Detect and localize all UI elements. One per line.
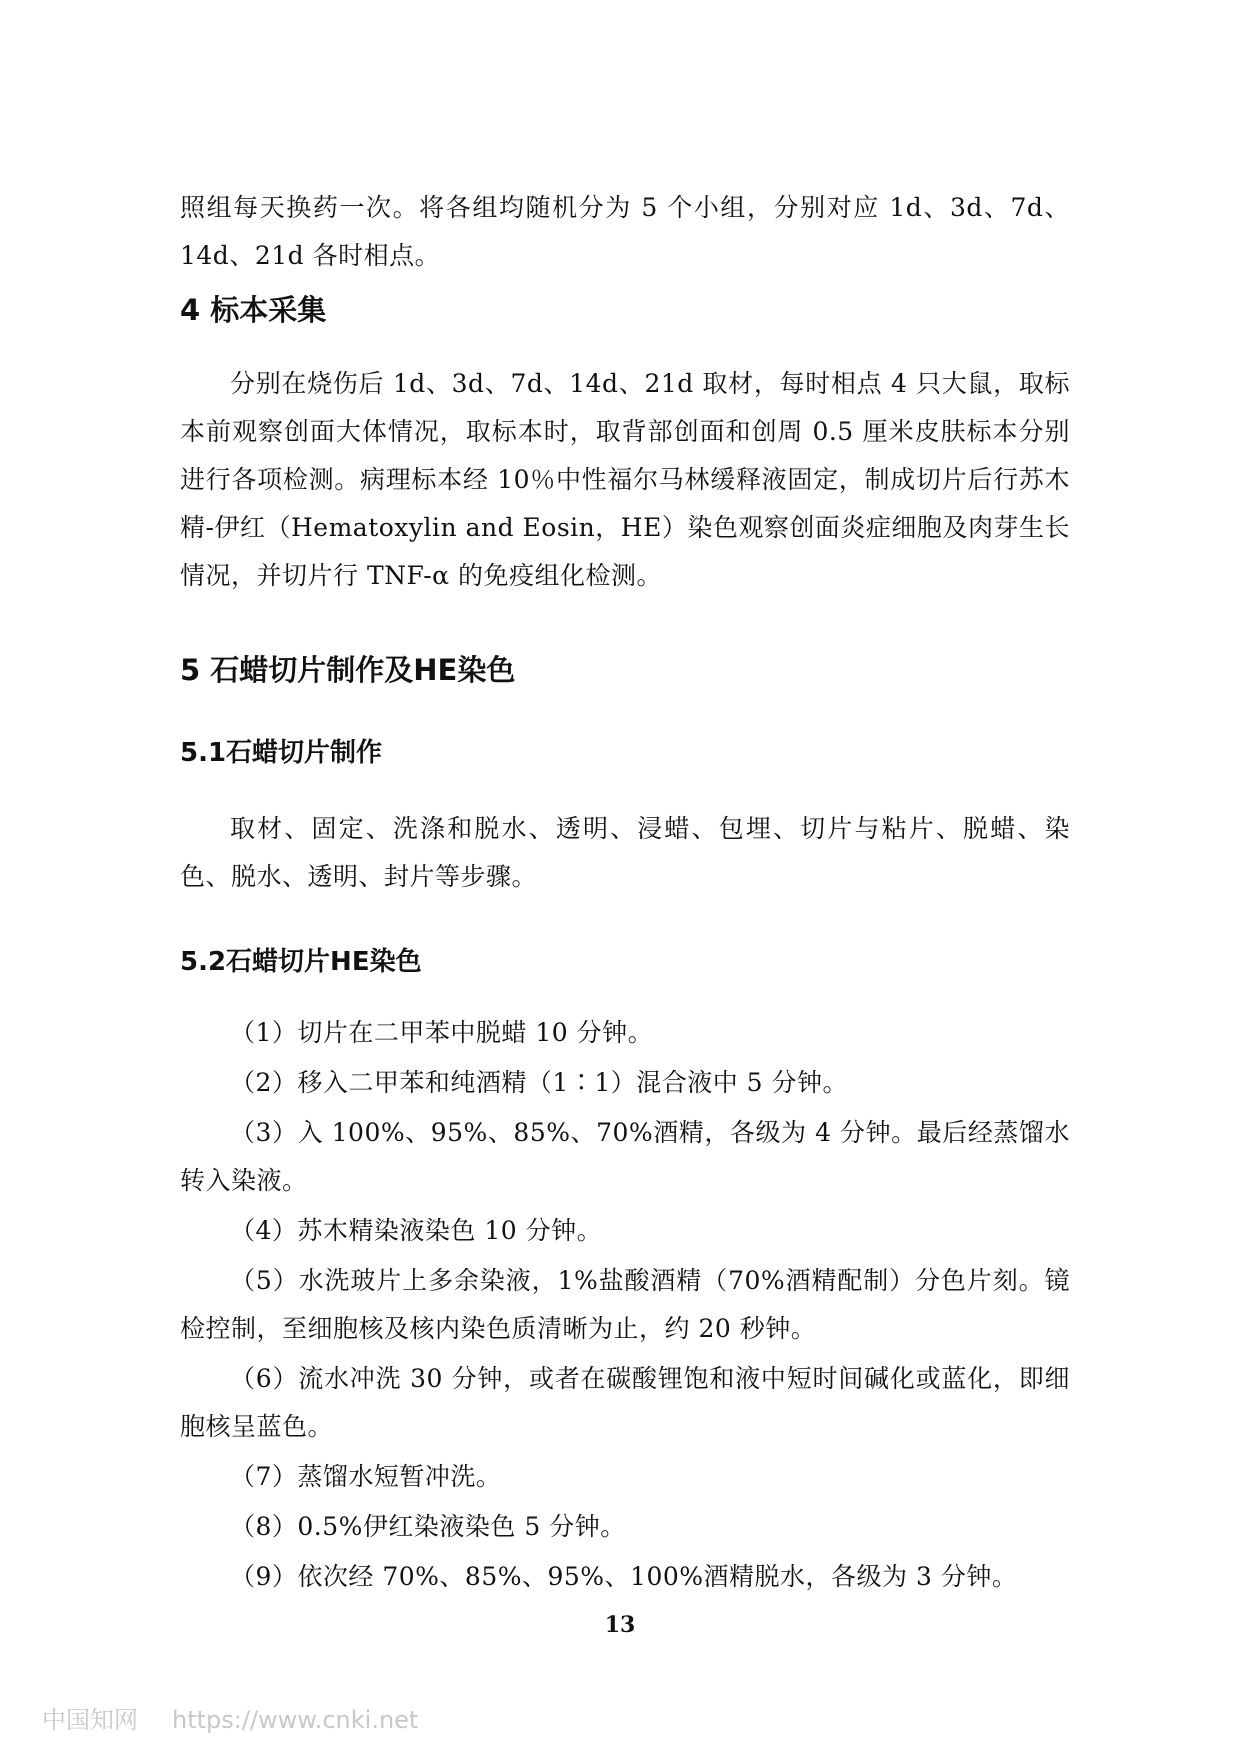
- watermark-url: https://www.cnki.net: [172, 1706, 419, 1734]
- section-4-heading: 4 标本采集: [180, 293, 327, 327]
- step-1: （1）切片在二甲苯中脱蜡 10 分钟。: [230, 1018, 654, 1047]
- paragraph-intro: 照组每天换药一次。将各组均随机分为 5 个小组，分别对应 1d、3d、7d、14d、21d 各时相点。: [180, 193, 1070, 270]
- step-6: （6）流水冲洗 30 分钟，或者在碳酸锂饱和液中短时间碱化或蓝化，即细胞核呈蓝色。: [180, 1364, 1070, 1441]
- step-8: （8）0.5%伊红染液染色 5 分钟。: [230, 1512, 626, 1541]
- step-9: （9）依次经 70%、85%、95%、100%酒精脱水，各级为 3 分钟。: [230, 1562, 1018, 1591]
- step-7: （7）蒸馏水短暂冲洗。: [230, 1462, 502, 1491]
- section-5-2-heading: 5.2石蜡切片HE染色: [180, 947, 422, 977]
- step-5: （5）水洗玻片上多余染液，1%盐酸酒精（70%酒精配制）分色片刻。镜检控制，至细胞核及核内染色质清晰为止，约 20 秒钟。: [180, 1266, 1070, 1343]
- section-5-heading: 5 石蜡切片制作及HE染色: [180, 653, 516, 687]
- step-2: （2）移入二甲苯和纯酒精（1∶1）混合液中 5 分钟。: [230, 1068, 849, 1097]
- cnki-watermark: [42, 1700, 418, 1735]
- page-number: 13: [604, 1612, 636, 1638]
- section-4-paragraph: 分别在烧伤后 1d、3d、7d、14d、21d 取材，每时相点 4 只大鼠，取标本前观察创面大体情况，取标本时，取背部创面和创周 0.5 厘米皮肤标本分别进行各项检测。病理标本经 10％中性福尔马林缓释液固定，制成切片后行苏木精-伊红（Hematoxylin and Eosin，HE）染色观察创面炎症细胞及肉芽生长情况，并切片行 TNF-α 的免疫组化检测。: [180, 369, 1070, 590]
- section-5-1-heading: 5.1石蜡切片制作: [180, 738, 383, 768]
- section-5-1-paragraph: 取材、固定、洗涤和脱水、透明、浸蜡、包埋、切片与粘片、脱蜡、染色、脱水、透明、封片等步骤。: [180, 814, 1070, 891]
- watermark-brand: 中国知网: [42, 1706, 138, 1734]
- step-4: （4）苏木精染液染色 10 分钟。: [230, 1216, 603, 1245]
- step-3: （3）入 100%、95%、85%、70%酒精，各级为 4 分钟。最后经蒸馏水转入染液。: [180, 1118, 1070, 1195]
